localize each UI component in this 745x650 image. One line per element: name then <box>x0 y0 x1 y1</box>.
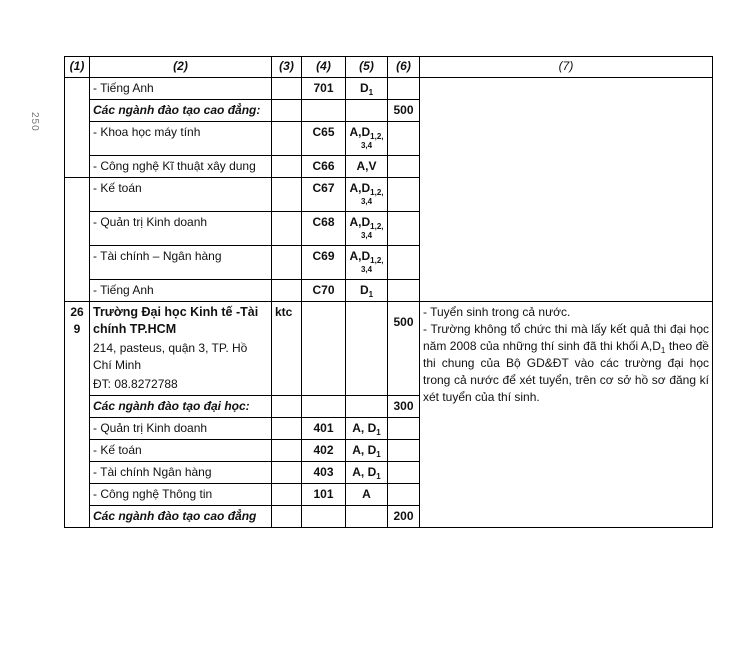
exam-block: A <box>346 484 388 506</box>
header-col-3: (3) <box>272 57 302 78</box>
major-code: 701 <box>302 78 346 100</box>
quota-value: 200 <box>388 506 420 528</box>
major-code: C68 <box>302 212 346 246</box>
quota-value: 300 <box>388 396 420 418</box>
exam-block: A, $D_1$ <box>346 418 388 440</box>
university-notes <box>420 302 713 528</box>
note-line: - Trường không tổ chức thi mà lấy kết quả thi đại học năm 2008 của những thí sinh đã thi khối $A,D_1$ theo đề thi chung của Bộ GD&ĐT vào các trường đại học trong cả nước để xét tuyển, trên cơ sở hồ sơ đăng kí xét tuyển của thí sinh. <box>423 322 709 404</box>
header-row <box>65 57 713 78</box>
major-code: C66 <box>302 156 346 178</box>
header-col-6: (6) <box>388 57 420 78</box>
major-name: - Quản trị Kinh doanh <box>90 418 272 440</box>
major-name: - Tiếng Anh <box>90 280 272 302</box>
note-line: - Tuyển sinh trong cả nước. <box>423 305 571 319</box>
university-info <box>90 302 272 396</box>
header-col-4: (4) <box>302 57 346 78</box>
admissions-table <box>64 56 713 528</box>
major-code: 101 <box>302 484 346 506</box>
major-code: 402 <box>302 440 346 462</box>
category-label: Các ngành đào tạo cao đẳng: <box>90 100 272 122</box>
university-stt: 26 9 <box>65 302 90 528</box>
exam-block: $D_1$ <box>346 78 388 100</box>
header-col-5: (5) <box>346 57 388 78</box>
stt-cell-empty <box>65 178 90 302</box>
university-phone: ĐT: 08.8272788 <box>93 377 178 391</box>
university-address: 214, pasteus, quận 3, TP. Hồ Chí Minh <box>93 341 248 372</box>
exam-block: $A,D_{1,2,}$ 3,4 <box>346 246 388 280</box>
exam-block: A, $D_1$ <box>346 462 388 484</box>
major-name: - Tài chính Ngân hàng <box>90 462 272 484</box>
major-code: C67 <box>302 178 346 212</box>
exam-block: $D_1$ <box>346 280 388 302</box>
category-label: Các ngành đào tạo đại học: <box>90 396 272 418</box>
table-row <box>65 78 713 100</box>
header-col-7: (7) <box>420 57 713 78</box>
exam-block: A,V <box>346 156 388 178</box>
header-col-1: (1) <box>65 57 90 78</box>
exam-block: A, $D_1$ <box>346 440 388 462</box>
page-number: 250 <box>29 112 40 132</box>
major-name: - Công nghệ Thông tin <box>90 484 272 506</box>
major-name: - Công nghệ Kĩ thuật xây dung <box>90 156 272 178</box>
university-code: ktc <box>272 302 302 396</box>
major-code: 403 <box>302 462 346 484</box>
university-row <box>65 302 713 396</box>
major-name: - Tiếng Anh <box>90 78 272 100</box>
major-name: - Khoa học máy tính <box>90 122 272 156</box>
major-code: C69 <box>302 246 346 280</box>
stt-cell-empty <box>65 78 90 178</box>
major-name: - Tài chính – Ngân hàng <box>90 246 272 280</box>
major-code: C70 <box>302 280 346 302</box>
exam-block: $A,D_{1,2,}$ 3,4 <box>346 122 388 156</box>
major-code: C65 <box>302 122 346 156</box>
exam-block: $A,D_{1,2,}$ 3,4 <box>346 212 388 246</box>
major-code: 401 <box>302 418 346 440</box>
university-quota: 500 <box>388 302 420 396</box>
notes-cell-empty <box>420 78 713 302</box>
major-name: - Kế toán <box>90 440 272 462</box>
header-col-2: (2) <box>90 57 272 78</box>
major-name: - Kế toán <box>90 178 272 212</box>
university-name: Trường Đại học Kinh tế -Tài chính TP.HCM <box>93 305 259 336</box>
admissions-table-container <box>64 56 712 528</box>
category-label: Các ngành đào tạo cao đẳng <box>90 506 272 528</box>
exam-block: $A,D_{1,2,}$ 3,4 <box>346 178 388 212</box>
quota-value: 500 <box>388 100 420 122</box>
major-name: - Quản trị Kinh doanh <box>90 212 272 246</box>
